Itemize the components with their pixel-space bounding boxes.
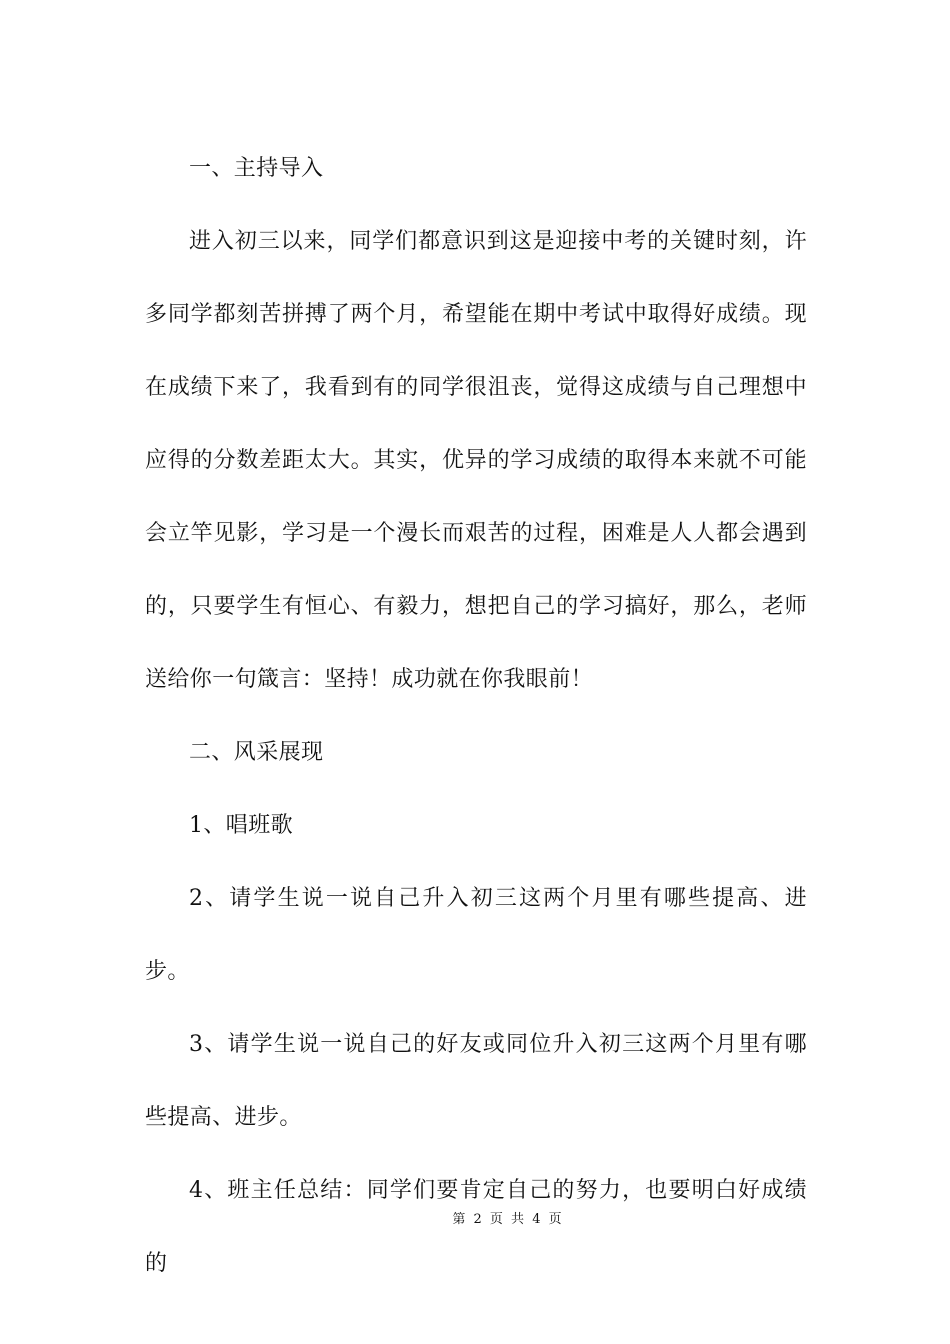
list-item-teacher-summary: 4、班主任总结：同学们要肯定自己的努力，也要明白好成绩的 [145, 1178, 807, 1276]
list-item-class-song: 1、唱班歌 [189, 813, 293, 838]
list-item-friend-progress: 3、请学生说一说自己的好友或同位升入初三这两个月里有哪些提高、进步。 [145, 1032, 807, 1130]
section-heading-showcase: 二、风采展现 [189, 740, 324, 765]
section-heading-host-intro: 一、主持导入 [189, 156, 324, 181]
body-paragraph-intro: 进入初三以来，同学们都意识到这是迎接中考的关键时刻，许多同学都刻苦拼搏了两个月，希望能在期中考试中取得好成绩。现在成绩下来了，我看到有的同学很沮丧，觉得这成绩与自己理想中应得的分数差距太大。其实，优异的学习成绩的取得本来就不可能会立竿见影，学习是一个漫长而艰苦的过程，困难是人人都会遇到的，只要学生有恒心、有毅力，想把自己的学习搞好，那么，老师送给你一句箴言：坚持！成功就在你我眼前！ [145, 229, 807, 692]
page-number-footer: 第 2 页 共 4 页 [452, 1212, 564, 1227]
list-item-self-progress: 2、请学生说一说自己升入初三这两个月里有哪些提高、进步。 [145, 886, 807, 984]
document-body [145, 132, 807, 1300]
